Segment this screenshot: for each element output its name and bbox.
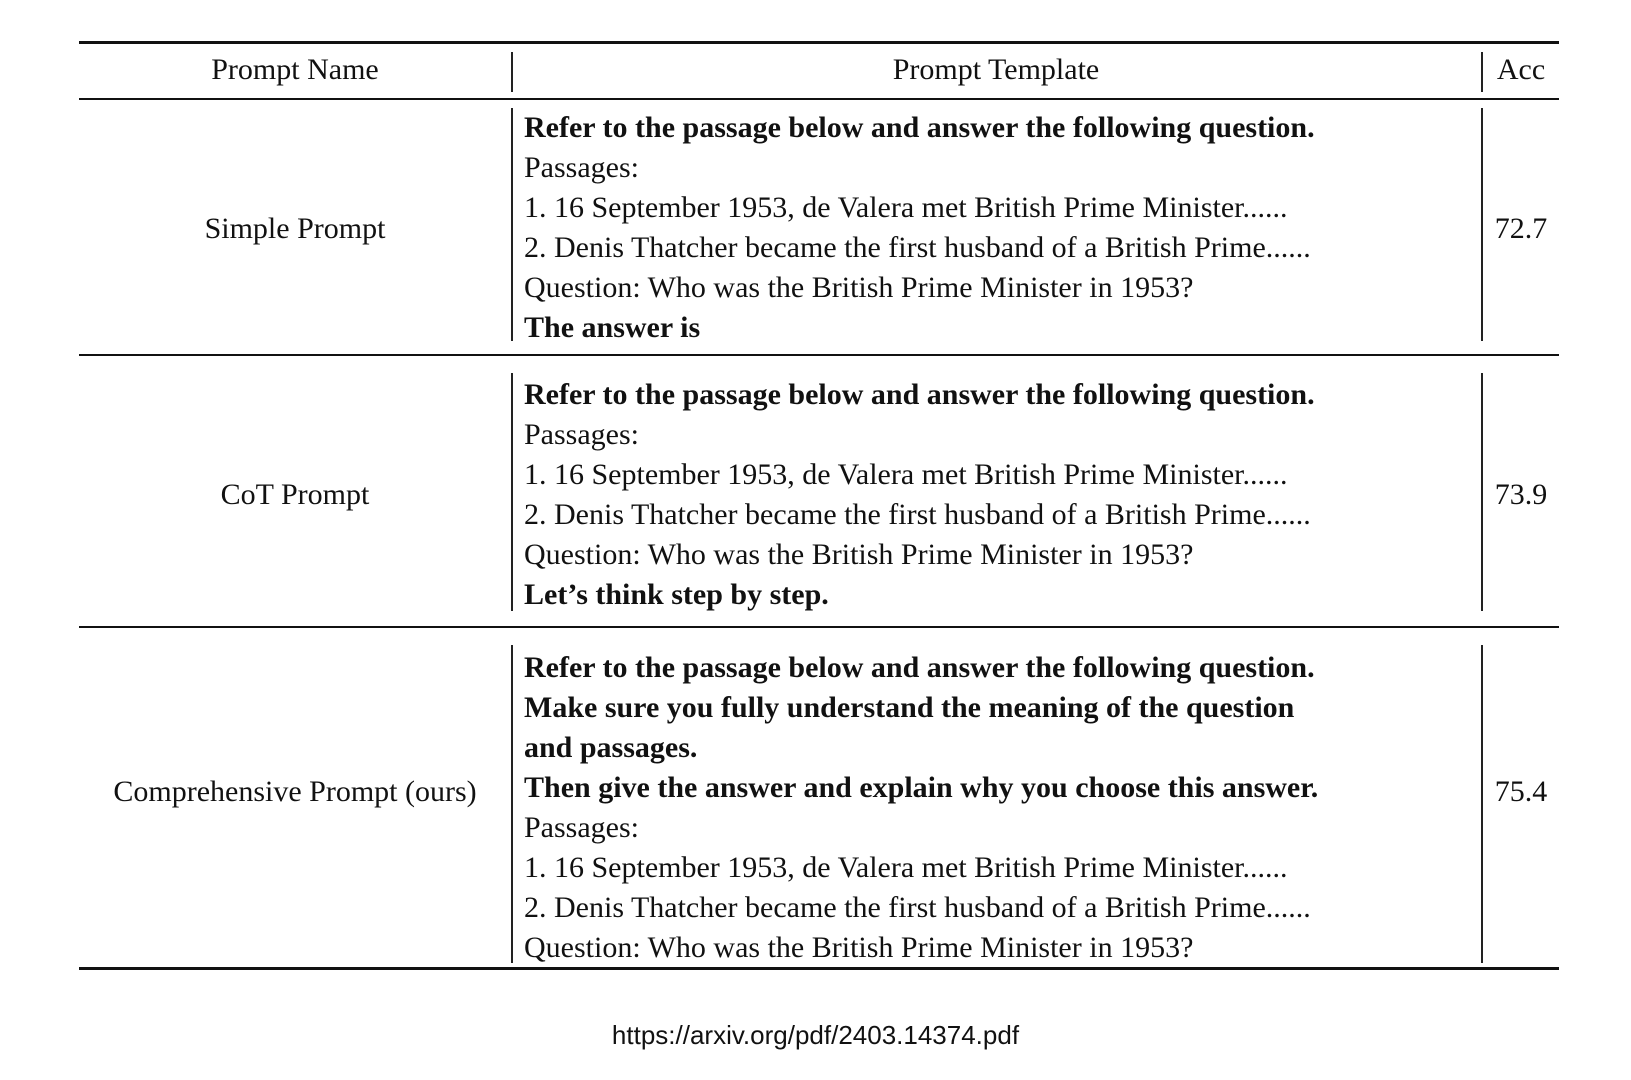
header-prompt-name: Prompt Name [211,53,379,86]
source-url: https://arxiv.org/pdf/2403.14374.pdf [611,1020,1020,1050]
template-line: 2. Denis Thatcher became the first husband of a British Prime...... [524,891,1311,924]
template-line: Then give the answer and explain why you choose this answer. [524,771,1319,804]
template-line: The answer is [524,311,701,344]
prompt-name: CoT Prompt [220,478,370,511]
template-line: Passages: [524,418,639,451]
template-line: 2. Denis Thatcher became the first husband of a British Prime...... [524,498,1311,531]
template-line: 1. 16 September 1953, de Valera met British Prime Minister...... [524,191,1288,224]
template-line: Refer to the passage below and answer the following question. [524,378,1315,411]
template-line: Let’s think step by step. [524,578,829,611]
template-line: 1. 16 September 1953, de Valera met British Prime Minister...... [524,458,1288,491]
template-line: and passages. [524,731,698,764]
template-line: 2. Denis Thatcher became the first husband of a British Prime...... [524,231,1311,264]
prompt-template [524,375,1474,615]
header-acc: Acc [1496,53,1546,86]
row-divider [79,626,1559,628]
row-divider [79,354,1559,356]
template-line: Passages: [524,811,639,844]
template-line: Refer to the passage below and answer the following question. [524,651,1315,684]
prompt-name: Comprehensive Prompt (ours) [113,775,477,808]
top-rule [79,41,1559,44]
accuracy-value: 73.9 [1494,478,1548,511]
accuracy-value: 75.4 [1494,775,1548,808]
template-line: Refer to the passage below and answer the following question. [524,111,1315,144]
prompt-template [524,648,1474,968]
template-line: Make sure you fully understand the meaning of the question [524,691,1295,724]
template-line: Question: Who was the British Prime Minister in 1953? [524,271,1194,304]
prompt-template [524,108,1474,348]
prompt-name: Simple Prompt [204,212,386,245]
template-line: Question: Who was the British Prime Minister in 1953? [524,538,1194,571]
accuracy-value: 72.7 [1494,212,1548,245]
template-line: Question: Who was the British Prime Minister in 1953? [524,931,1194,964]
template-line: Passages: [524,151,639,184]
header-rule [79,98,1559,100]
template-line: 1. 16 September 1953, de Valera met British Prime Minister...... [524,851,1288,884]
column-divider [511,108,513,341]
column-divider [511,373,513,611]
header-prompt-template: Prompt Template [892,53,1100,86]
column-divider [511,645,513,963]
